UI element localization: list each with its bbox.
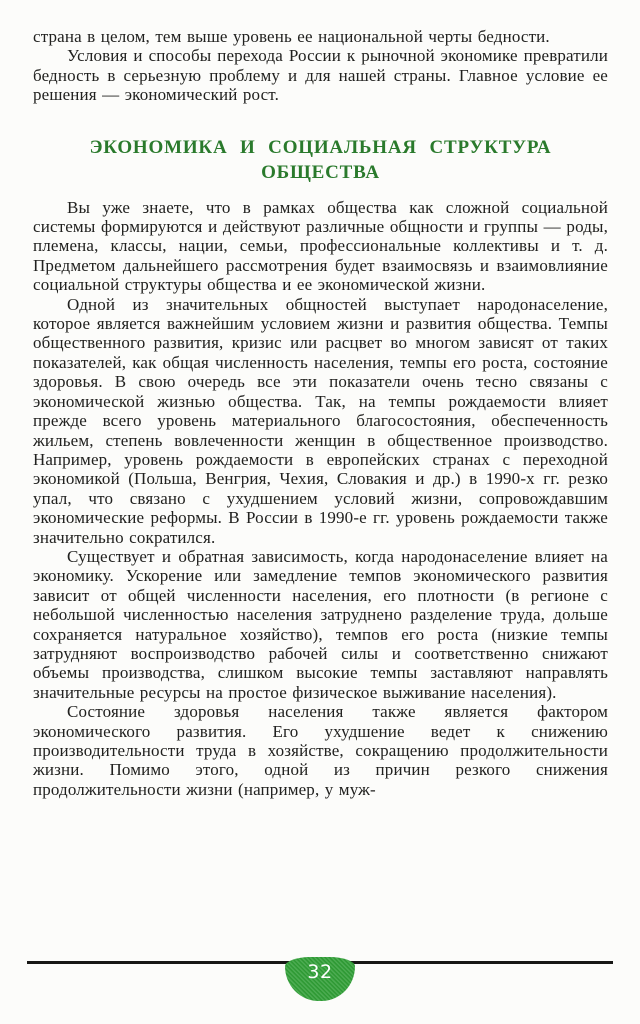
section-heading: ЭКОНОМИКА И СОЦИАЛЬНАЯ СТРУКТУРА ОБЩЕСТВА — [89, 136, 552, 183]
body-paragraph: Существует и обратная зависимость, когда народонаселение влияет на экономику. Ускорение или замедление темпов экономического развития зависит от общей численности населения, его плотности (в регионе с небольшой численностью населения затруднено разделение труда, дольше сохраняется натуральное хозяйство), темпов его роста (низкие темпы затрудняют воспроизводство рабочей силы и соответственно снижают объемы производства, слишком высокие темпы заставляют направлять значительные ресурсы на простое физическое выживание населения). — [33, 546, 608, 702]
body-paragraph: Одной из значительных общностей выступает народонаселение, которое является важнейшим условием жизни и развития общества. Темпы общественного развития, кризис или расцвет во многом зависят от таких показателей, как общая численность населения, темпы его роста, состояние здоровья. В свою очередь все эти показатели очень тесно связаны с экономической жизнью общества. Так, на темпы рождаемости влияет прежде всего уровень материального благосостояния, обеспеченность жильем, степень вовлеченности женщин в общественное производство. Например, уровень рождаемости в европейских странах с переходной экономикой (Польша, Венгрия, Чехия, Словакия и др.) в 1990-х гг. резко упал, что связано с ухудшением условий жизни, сопровождавшим экономические реформы. В России в 1990-е гг. уровень рождаемости также значительно сократился. — [33, 294, 608, 547]
page-number: 32 — [307, 961, 333, 983]
body-paragraph: Вы уже знаете, что в рамках общества как сложной социальной системы формируются и действуют различные общности и группы — роды, племена, классы, нации, семьи, профессиональные коллективы и т. д. Предметом дальнейшего рассмотрения будет взаимосвязь и взаимовлияние социальной структуры общества и ее экономической жизни. — [33, 197, 608, 295]
body-paragraph: Условия и способы перехода России к рыночной экономике превратили бедность в серьезную проблему и для нашей страны. Главное условие ее решения — экономический рост. — [33, 46, 608, 105]
text-column — [33, 27, 608, 799]
body-paragraph: Состояние здоровья населения также является фактором экономического развития. Его ухудшение ведет к снижению производительности труда в хозяйстве, сокращению продолжительности жизни. Помимо этого, одной из причин резкого снижения продолжительности жизни (например, у муж- — [33, 702, 608, 799]
page-number-badge — [285, 957, 355, 1001]
body-paragraph-continuation: страна в целом, тем выше уровень ее национальной черты бедности. — [33, 27, 550, 46]
